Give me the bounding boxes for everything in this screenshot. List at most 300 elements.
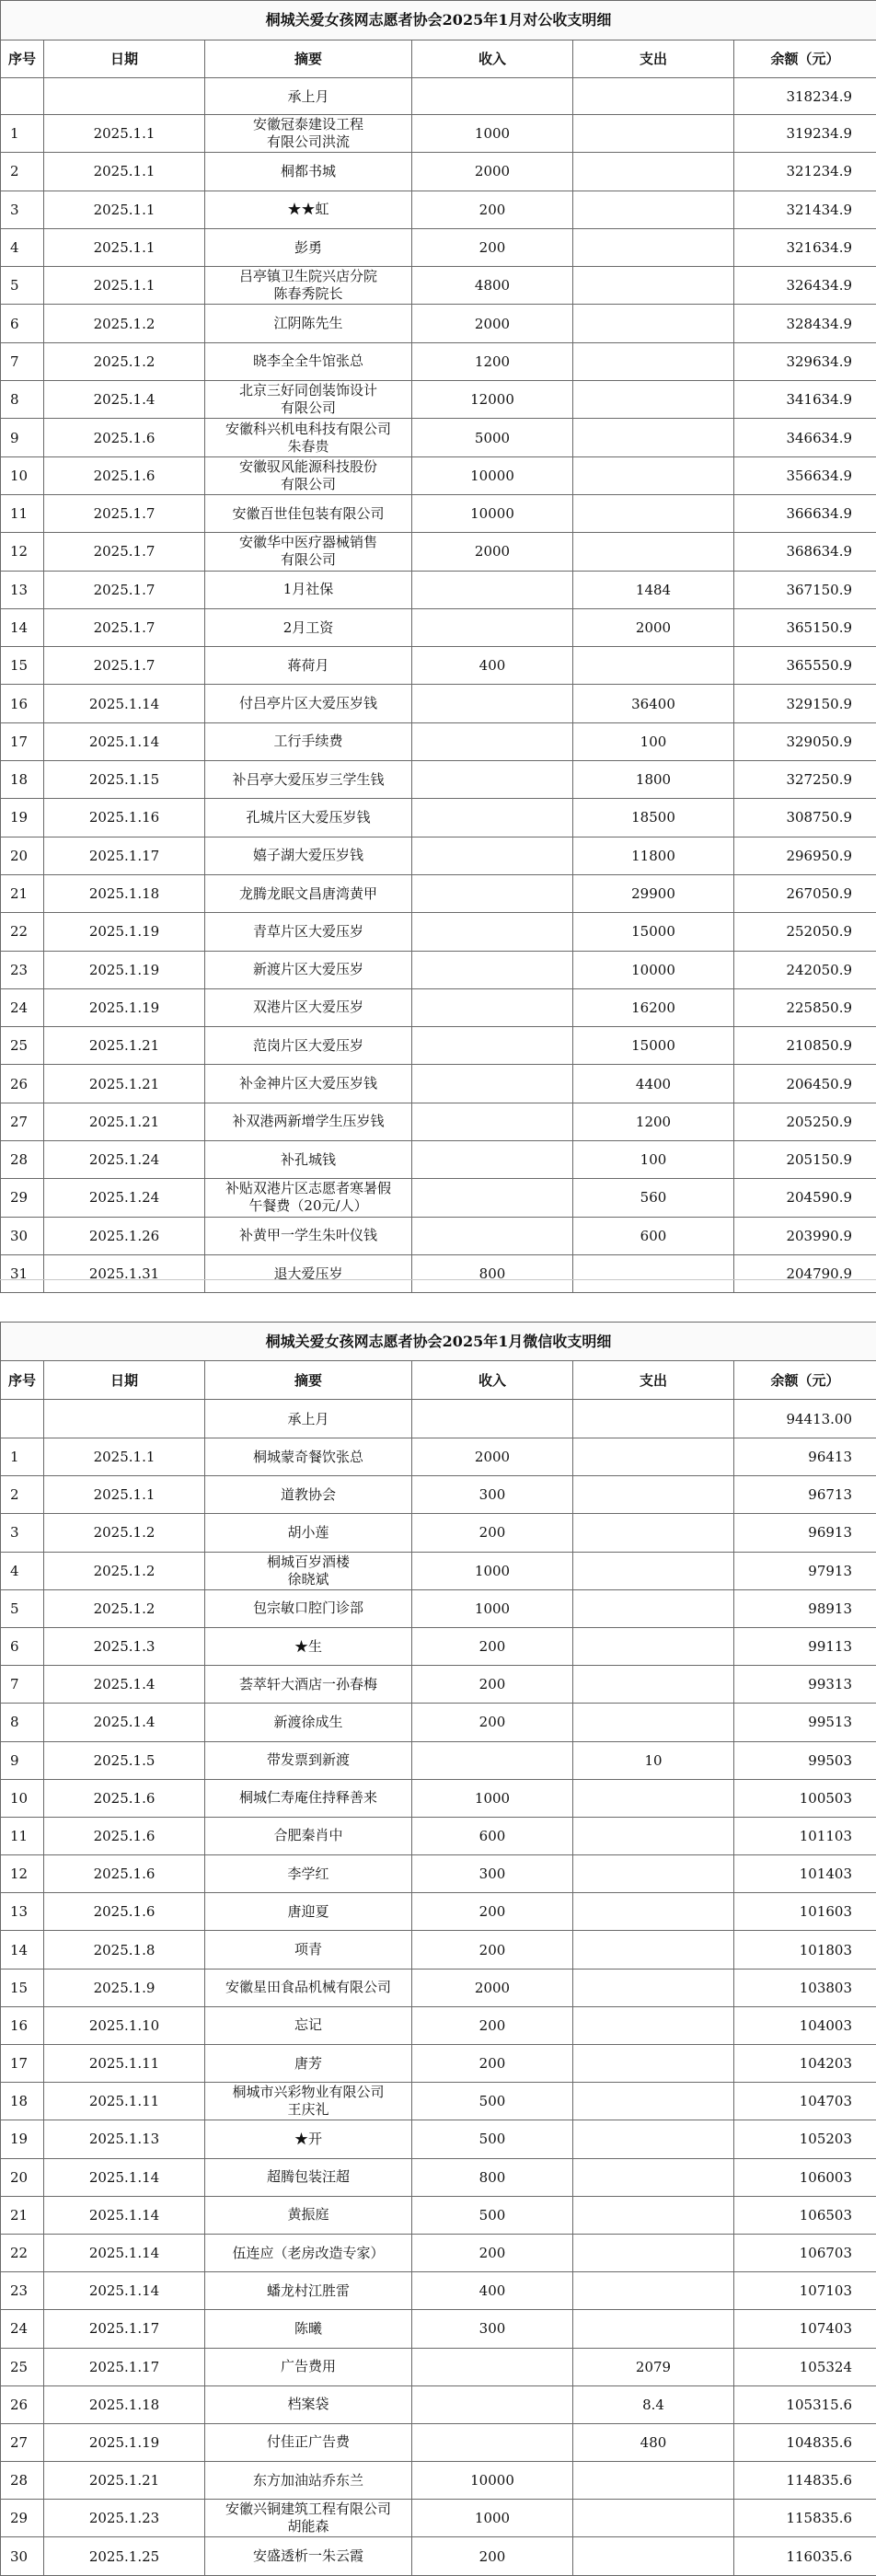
row-expense: 600 (573, 1217, 734, 1254)
row-date: 2025.1.3 (44, 1627, 205, 1665)
row-expense: 10000 (573, 951, 734, 988)
table-row (1, 267, 876, 305)
row-seq: 21 (1, 2196, 44, 2234)
row-date: 2025.1.14 (44, 2158, 205, 2196)
row-balance: 99503 (734, 1741, 876, 1779)
table-row (1, 1855, 876, 1893)
row-date: 2025.1.14 (44, 722, 205, 760)
row-income (412, 608, 573, 646)
row-seq: 6 (1, 305, 44, 342)
row-seq: 19 (1, 2120, 44, 2158)
row-summary: 新渡片区大爱压岁 (205, 951, 412, 988)
row-summary: 桐都书城 (205, 153, 412, 191)
table-row (1, 2500, 876, 2537)
row-income: 200 (412, 2045, 573, 2083)
row-expense: 560 (573, 1179, 734, 1217)
row-income: 200 (412, 1627, 573, 1665)
row-date: 2025.1.1 (44, 228, 205, 266)
table-row (1, 2537, 876, 2575)
row-balance: 107103 (734, 2272, 876, 2310)
row-date: 2025.1.23 (44, 2500, 205, 2537)
row-summary: 2月工资 (205, 608, 412, 646)
row-summary: 东方加油站乔东兰 (205, 2462, 412, 2500)
row-seq: 26 (1, 2385, 44, 2423)
row-summary: 唐芳 (205, 2045, 412, 2083)
row-date: 2025.1.7 (44, 608, 205, 646)
row-date: 2025.1.31 (44, 1254, 205, 1292)
row-income (412, 913, 573, 951)
row-income (412, 2348, 573, 2385)
row-summary: 荟萃轩大酒店一孙春梅 (205, 1666, 412, 1704)
row-summary: 补黄甲一学生朱叶仪钱 (205, 1217, 412, 1254)
row-summary: 安徽兴铜建筑工程有限公司 胡能森 (205, 2500, 412, 2537)
row-income: 300 (412, 1855, 573, 1893)
row-income (412, 685, 573, 722)
row-summary: 安徽科兴机电科技有限公司 朱春贵 (205, 419, 412, 456)
row-seq: 27 (1, 1103, 44, 1140)
table-row (1, 1179, 876, 1217)
table-row (1, 2196, 876, 2234)
row-income: 500 (412, 2120, 573, 2158)
row-income (412, 1141, 573, 1179)
row-expense (573, 2234, 734, 2271)
row-expense (573, 1893, 734, 1931)
row-date: 2025.1.6 (44, 1779, 205, 1817)
row-expense (573, 1817, 734, 1854)
row-balance: 365150.9 (734, 608, 876, 646)
row-balance: 104703 (734, 2083, 876, 2120)
row-summary: ★生 (205, 1627, 412, 1665)
row-summary: 桐城百岁酒楼 徐晓斌 (205, 1552, 412, 1589)
row-income: 1000 (412, 1589, 573, 1627)
row-expense: 36400 (573, 685, 734, 722)
row-summary: 胡小莲 (205, 1514, 412, 1552)
row-date: 2025.1.18 (44, 874, 205, 912)
sheet-title: 桐城关爱女孩网志愿者协会2025年1月对公收支明细 (1, 1, 876, 40)
row-date: 2025.1.24 (44, 1141, 205, 1179)
row-expense: 100 (573, 722, 734, 760)
carry-balance: 94413.00 (734, 1400, 876, 1438)
row-date: 2025.1.7 (44, 494, 205, 532)
row-date: 2025.1.25 (44, 2537, 205, 2575)
table-row (1, 1438, 876, 1476)
header-seq: 序号 (1, 1361, 44, 1400)
row-income: 200 (412, 2537, 573, 2575)
row-balance: 114835.6 (734, 2462, 876, 2500)
row-date: 2025.1.18 (44, 2385, 205, 2423)
row-date: 2025.1.21 (44, 1065, 205, 1103)
row-balance: 225850.9 (734, 988, 876, 1026)
row-expense: 15000 (573, 913, 734, 951)
row-income: 1200 (412, 342, 573, 380)
row-date: 2025.1.1 (44, 153, 205, 191)
row-income: 10000 (412, 2462, 573, 2500)
table-row (1, 342, 876, 380)
row-expense (573, 1438, 734, 1476)
row-seq: 11 (1, 494, 44, 532)
table-row (1, 2272, 876, 2310)
row-date: 2025.1.1 (44, 1476, 205, 1514)
row-date: 2025.1.14 (44, 685, 205, 722)
table-row (1, 2462, 876, 2500)
row-income: 200 (412, 1893, 573, 1931)
table-row (1, 722, 876, 760)
row-summary: 吕亭镇卫生院兴店分院 陈春秀院长 (205, 267, 412, 305)
row-seq: 16 (1, 2006, 44, 2044)
table-row (1, 305, 876, 342)
row-summary: 新渡徐成生 (205, 1704, 412, 1741)
row-income: 1000 (412, 1779, 573, 1817)
row-date: 2025.1.4 (44, 381, 205, 419)
table-row (1, 2045, 876, 2083)
row-date: 2025.1.19 (44, 951, 205, 988)
row-expense: 8.4 (573, 2385, 734, 2423)
row-summary: 安徽华中医疗器械销售 有限公司 (205, 533, 412, 571)
row-seq: 7 (1, 1666, 44, 1704)
row-income (412, 1741, 573, 1779)
row-summary: 范岗片区大爱压岁 (205, 1027, 412, 1065)
row-income: 10000 (412, 456, 573, 494)
row-income: 2000 (412, 153, 573, 191)
row-expense: 100 (573, 1141, 734, 1179)
sheet-separator (0, 1279, 876, 1323)
row-income (412, 1065, 573, 1103)
table-row (1, 951, 876, 988)
row-income: 200 (412, 228, 573, 266)
table-row (1, 381, 876, 419)
row-income: 1000 (412, 2500, 573, 2537)
row-summary: 黄振庭 (205, 2196, 412, 2234)
row-date: 2025.1.21 (44, 1027, 205, 1065)
table-row (1, 837, 876, 874)
row-seq: 22 (1, 913, 44, 951)
row-seq: 10 (1, 456, 44, 494)
table-row (1, 2158, 876, 2196)
row-expense (573, 1855, 734, 1893)
row-date: 2025.1.17 (44, 837, 205, 874)
row-summary: 嬉子湖大爱压岁钱 (205, 837, 412, 874)
table-row (1, 419, 876, 456)
row-summary: 江阴陈先生 (205, 305, 412, 342)
row-summary: 安徽冠泰建设工程 有限公司洪流 (205, 115, 412, 153)
row-date: 2025.1.17 (44, 2310, 205, 2348)
row-balance: 203990.9 (734, 1217, 876, 1254)
row-date: 2025.1.1 (44, 191, 205, 228)
row-balance: 252050.9 (734, 913, 876, 951)
row-expense: 2079 (573, 2348, 734, 2385)
row-balance: 366634.9 (734, 494, 876, 532)
carry-date (44, 78, 205, 115)
row-seq: 12 (1, 533, 44, 571)
row-expense (573, 342, 734, 380)
row-income: 800 (412, 2158, 573, 2196)
row-balance: 326434.9 (734, 267, 876, 305)
row-summary: 青草片区大爱压岁 (205, 913, 412, 951)
table-row (1, 1627, 876, 1665)
row-balance: 106503 (734, 2196, 876, 2234)
row-seq: 12 (1, 1855, 44, 1893)
row-date: 2025.1.6 (44, 1893, 205, 1931)
row-date: 2025.1.8 (44, 1931, 205, 1969)
row-expense (573, 2310, 734, 2348)
row-summary: 工行手续费 (205, 722, 412, 760)
row-seq: 8 (1, 381, 44, 419)
row-expense: 15000 (573, 1027, 734, 1065)
row-balance: 296950.9 (734, 837, 876, 874)
row-summary: 忘记 (205, 2006, 412, 2044)
row-summary: 补吕亭大爱压岁三学生钱 (205, 761, 412, 799)
row-balance: 367150.9 (734, 571, 876, 608)
header-summary: 摘要 (205, 40, 412, 78)
table-row (1, 2385, 876, 2423)
row-seq: 23 (1, 2272, 44, 2310)
row-income: 500 (412, 2083, 573, 2120)
table-row (1, 153, 876, 191)
row-income (412, 2423, 573, 2461)
row-income: 200 (412, 1931, 573, 1969)
carry-seq (1, 78, 44, 115)
row-seq: 30 (1, 2537, 44, 2575)
row-balance: 105315.6 (734, 2385, 876, 2423)
table-row (1, 2348, 876, 2385)
row-expense: 1800 (573, 761, 734, 799)
row-balance: 329634.9 (734, 342, 876, 380)
row-date: 2025.1.1 (44, 267, 205, 305)
row-summary: 补金神片区大爱压岁钱 (205, 1065, 412, 1103)
row-expense: 1200 (573, 1103, 734, 1140)
carry-label: 承上月 (205, 78, 412, 115)
row-income (412, 1217, 573, 1254)
table-row (1, 1779, 876, 1817)
row-date: 2025.1.14 (44, 2272, 205, 2310)
row-seq: 14 (1, 1931, 44, 1969)
row-date: 2025.1.16 (44, 799, 205, 837)
table-row (1, 1969, 876, 2006)
sheet-title: 桐城关爱女孩网志愿者协会2025年1月微信收支明细 (1, 1323, 876, 1361)
row-summary: 伍连应（老房改造专家） (205, 2234, 412, 2271)
table-row (1, 115, 876, 153)
row-summary: 桐城蒙奇餐饮张总 (205, 1438, 412, 1476)
row-summary: 北京三好同创装饰设计 有限公司 (205, 381, 412, 419)
table-row (1, 988, 876, 1026)
row-balance: 321234.9 (734, 153, 876, 191)
row-balance: 96413 (734, 1438, 876, 1476)
table-row (1, 494, 876, 532)
row-balance: 101403 (734, 1855, 876, 1893)
row-seq: 31 (1, 1254, 44, 1292)
row-balance: 99313 (734, 1666, 876, 1704)
row-date: 2025.1.4 (44, 1704, 205, 1741)
row-date: 2025.1.19 (44, 988, 205, 1026)
table-row (1, 799, 876, 837)
row-date: 2025.1.6 (44, 456, 205, 494)
row-income (412, 571, 573, 608)
row-date: 2025.1.21 (44, 1103, 205, 1140)
row-seq: 2 (1, 153, 44, 191)
row-summary: 超腾包装汪超 (205, 2158, 412, 2196)
carry-income (412, 1400, 573, 1438)
row-date: 2025.1.6 (44, 1855, 205, 1893)
row-expense (573, 533, 734, 571)
row-balance: 341634.9 (734, 381, 876, 419)
row-seq: 5 (1, 267, 44, 305)
row-expense (573, 2500, 734, 2537)
table-row (1, 761, 876, 799)
row-date: 2025.1.1 (44, 1438, 205, 1476)
row-summary: 档案袋 (205, 2385, 412, 2423)
row-seq: 5 (1, 1589, 44, 1627)
row-balance: 356634.9 (734, 456, 876, 494)
row-expense: 10 (573, 1741, 734, 1779)
row-date: 2025.1.9 (44, 1969, 205, 2006)
row-balance: 106703 (734, 2234, 876, 2271)
table-row (1, 1103, 876, 1140)
row-seq: 3 (1, 1514, 44, 1552)
row-balance: 97913 (734, 1552, 876, 1589)
row-summary: 项青 (205, 1931, 412, 1969)
row-seq: 20 (1, 2158, 44, 2196)
carry-date (44, 1400, 205, 1438)
row-seq: 8 (1, 1704, 44, 1741)
table-row (1, 913, 876, 951)
row-balance: 116035.6 (734, 2537, 876, 2575)
row-income (412, 1027, 573, 1065)
row-seq: 9 (1, 1741, 44, 1779)
row-balance: 104003 (734, 2006, 876, 2044)
ledger-table (0, 1322, 876, 2576)
row-income: 10000 (412, 494, 573, 532)
row-expense (573, 1969, 734, 2006)
row-balance: 115835.6 (734, 2500, 876, 2537)
row-income: 200 (412, 2006, 573, 2044)
row-seq: 13 (1, 1893, 44, 1931)
row-balance: 308750.9 (734, 799, 876, 837)
row-expense (573, 2120, 734, 2158)
row-expense (573, 381, 734, 419)
row-expense (573, 2462, 734, 2500)
row-seq: 11 (1, 1817, 44, 1854)
row-balance: 98913 (734, 1589, 876, 1627)
header-expense: 支出 (573, 1361, 734, 1400)
row-expense: 4400 (573, 1065, 734, 1103)
row-balance: 105203 (734, 2120, 876, 2158)
row-summary: 安徽百世佳包装有限公司 (205, 494, 412, 532)
row-seq: 29 (1, 2500, 44, 2537)
table-row (1, 1514, 876, 1552)
row-seq: 17 (1, 722, 44, 760)
row-summary: 桐城市兴彩物业有限公司 王庆礼 (205, 2083, 412, 2120)
row-income: 300 (412, 1476, 573, 1514)
row-balance: 103803 (734, 1969, 876, 2006)
row-expense (573, 1666, 734, 1704)
row-expense: 480 (573, 2423, 734, 2461)
row-expense (573, 2272, 734, 2310)
row-summary: 合肥秦肖中 (205, 1817, 412, 1854)
row-income (412, 837, 573, 874)
row-seq: 20 (1, 837, 44, 874)
row-seq: 2 (1, 1476, 44, 1514)
row-summary: 广告费用 (205, 2348, 412, 2385)
row-balance: 368634.9 (734, 533, 876, 571)
row-summary: ★开 (205, 2120, 412, 2158)
header-balance: 余额（元） (734, 1361, 876, 1400)
wechat-ledger (0, 1322, 876, 2576)
row-summary: ★★虹 (205, 191, 412, 228)
table-row (1, 228, 876, 266)
row-expense (573, 1704, 734, 1741)
row-date: 2025.1.6 (44, 419, 205, 456)
row-seq: 18 (1, 2083, 44, 2120)
row-income: 2000 (412, 305, 573, 342)
row-balance: 106003 (734, 2158, 876, 2196)
row-income (412, 799, 573, 837)
carry-balance: 318234.9 (734, 78, 876, 115)
row-expense (573, 419, 734, 456)
row-summary: 付佳正广告费 (205, 2423, 412, 2461)
row-balance: 321434.9 (734, 191, 876, 228)
row-expense: 18500 (573, 799, 734, 837)
row-seq: 26 (1, 1065, 44, 1103)
row-balance: 104835.6 (734, 2423, 876, 2461)
table-row (1, 1476, 876, 1514)
row-summary: 唐迎夏 (205, 1893, 412, 1931)
row-seq: 3 (1, 191, 44, 228)
row-balance: 205250.9 (734, 1103, 876, 1140)
row-balance: 205150.9 (734, 1141, 876, 1179)
row-expense (573, 267, 734, 305)
header-seq: 序号 (1, 40, 44, 78)
row-income (412, 761, 573, 799)
row-expense: 11800 (573, 837, 734, 874)
row-summary: 陈曦 (205, 2310, 412, 2348)
row-income: 400 (412, 647, 573, 685)
row-seq: 9 (1, 419, 44, 456)
row-balance: 206450.9 (734, 1065, 876, 1103)
row-date: 2025.1.10 (44, 2006, 205, 2044)
table-row (1, 1589, 876, 1627)
row-expense (573, 1476, 734, 1514)
row-summary: 李学红 (205, 1855, 412, 1893)
row-date: 2025.1.11 (44, 2045, 205, 2083)
row-seq: 1 (1, 115, 44, 153)
table-row (1, 1817, 876, 1854)
row-date: 2025.1.17 (44, 2348, 205, 2385)
row-expense (573, 191, 734, 228)
row-summary: 1月社保 (205, 571, 412, 608)
row-date: 2025.1.19 (44, 913, 205, 951)
row-summary: 龙腾龙眠文昌唐湾黄甲 (205, 874, 412, 912)
table-row (1, 647, 876, 685)
row-seq: 21 (1, 874, 44, 912)
row-seq: 10 (1, 1779, 44, 1817)
row-expense: 2000 (573, 608, 734, 646)
table-row (1, 1217, 876, 1254)
row-expense: 16200 (573, 988, 734, 1026)
table-row (1, 2120, 876, 2158)
carry-seq (1, 1400, 44, 1438)
row-summary: 孔城片区大爱压岁钱 (205, 799, 412, 837)
row-expense (573, 2537, 734, 2575)
row-summary: 双港片区大爱压岁 (205, 988, 412, 1026)
row-seq: 7 (1, 342, 44, 380)
carry-expense (573, 1400, 734, 1438)
row-date: 2025.1.2 (44, 1514, 205, 1552)
row-expense (573, 647, 734, 685)
row-income: 500 (412, 2196, 573, 2234)
row-seq: 1 (1, 1438, 44, 1476)
table-row (1, 2234, 876, 2271)
table-row (1, 456, 876, 494)
